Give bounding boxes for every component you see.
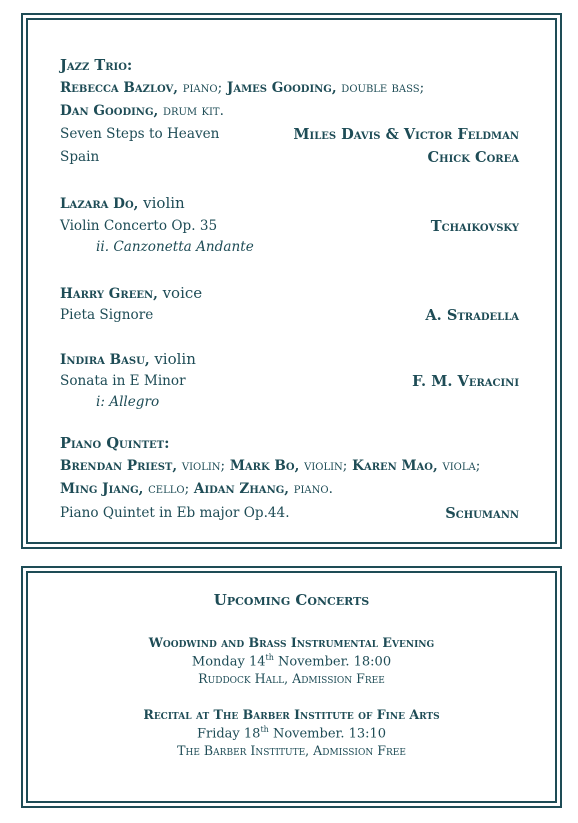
performer-instrument: violin xyxy=(143,194,185,212)
performer-name: Dan Gooding, xyxy=(60,103,159,119)
work-row xyxy=(60,373,519,390)
performer-instrument: piano. xyxy=(293,481,333,497)
performer-name: James Gooding, xyxy=(226,80,337,96)
work-title: Seven Steps to Heaven xyxy=(60,126,220,142)
work-title: Spain xyxy=(60,149,100,165)
event-title: Woodwind and Brass Instrumental Evening xyxy=(148,635,435,650)
work-row xyxy=(60,307,519,324)
performer-instrument: cello; xyxy=(148,481,190,497)
work-title: Pieta Signore xyxy=(60,307,154,323)
work-composer: Miles Davis & Victor Feldman xyxy=(293,126,519,143)
jazz-trio-performers-line1 xyxy=(60,80,519,96)
work-composer: F. M. Veracini xyxy=(412,373,519,390)
jazz-trio-heading: Jazz Trio: xyxy=(60,57,133,74)
event-date xyxy=(23,653,560,669)
indira-performer xyxy=(60,350,519,368)
performer-instrument: violin xyxy=(154,350,196,368)
event-time: November. 18:00 xyxy=(273,654,392,670)
event-time: November. 13:10 xyxy=(268,726,387,742)
performer-name: Rebecca Bazlov, xyxy=(60,80,179,96)
performer-instrument: violin; xyxy=(304,458,348,474)
work-title: Violin Concerto Op. 35 xyxy=(60,218,218,234)
performer-instrument: drum kit. xyxy=(162,103,224,119)
performer-name: Brendan Priest, xyxy=(60,458,178,474)
work-row xyxy=(60,149,519,166)
performer-instrument: double bass; xyxy=(341,80,425,96)
harry-performer xyxy=(60,284,519,302)
work-title: Sonata in E Minor xyxy=(60,373,186,389)
quintet-performers-line1 xyxy=(60,458,548,474)
performer-name: Lazara Do, xyxy=(60,196,139,212)
lazara-performer xyxy=(60,194,519,212)
event-day-suffix: th xyxy=(260,725,269,734)
work-row xyxy=(60,126,519,143)
event-title: Recital at The Barber Institute of Fine Arts xyxy=(143,707,440,722)
performer-name: Karen Mao, xyxy=(352,458,438,474)
performer-name: Mark Bo, xyxy=(229,458,300,474)
event-date xyxy=(23,725,560,741)
movement: ii. Canzonetta Andante xyxy=(96,239,254,255)
event-venue: Ruddock Hall, Admission Free xyxy=(198,671,385,686)
work-row xyxy=(60,218,519,235)
performer-instrument: violin; xyxy=(181,458,226,474)
quintet-performers-line2 xyxy=(60,481,519,497)
work-title: Piano Quintet in Eb major Op.44. xyxy=(60,505,290,521)
performer-name: Indira Basu, xyxy=(60,352,150,368)
performer-name: Harry Green, xyxy=(60,286,158,302)
work-composer: Chick Corea xyxy=(427,149,519,166)
event-day: Friday 18 xyxy=(196,726,261,742)
performer-name: Aidan Zhang, xyxy=(193,481,289,497)
work-composer: A. Stradella xyxy=(425,307,519,324)
performer-name: Ming Jiang, xyxy=(60,481,144,497)
work-composer: Schumann xyxy=(445,505,519,522)
event-venue: The Barber Institute, Admission Free xyxy=(177,743,406,758)
movement: i: Allegro xyxy=(96,394,160,410)
event-day-suffix: th xyxy=(265,653,274,662)
jazz-trio-performers-line2 xyxy=(60,103,519,119)
event-day: Monday 14 xyxy=(191,654,266,670)
work-row xyxy=(60,505,519,522)
upcoming-concerts-box xyxy=(21,566,562,808)
performer-instrument: piano; xyxy=(182,80,223,96)
quintet-heading: Piano Quintet: xyxy=(60,435,170,452)
work-composer: Tchaikovsky xyxy=(430,218,519,235)
program-box xyxy=(21,13,562,549)
upcoming-title: Upcoming Concerts xyxy=(213,591,370,609)
performer-instrument: voice xyxy=(162,284,203,302)
performer-instrument: viola; xyxy=(442,458,481,474)
